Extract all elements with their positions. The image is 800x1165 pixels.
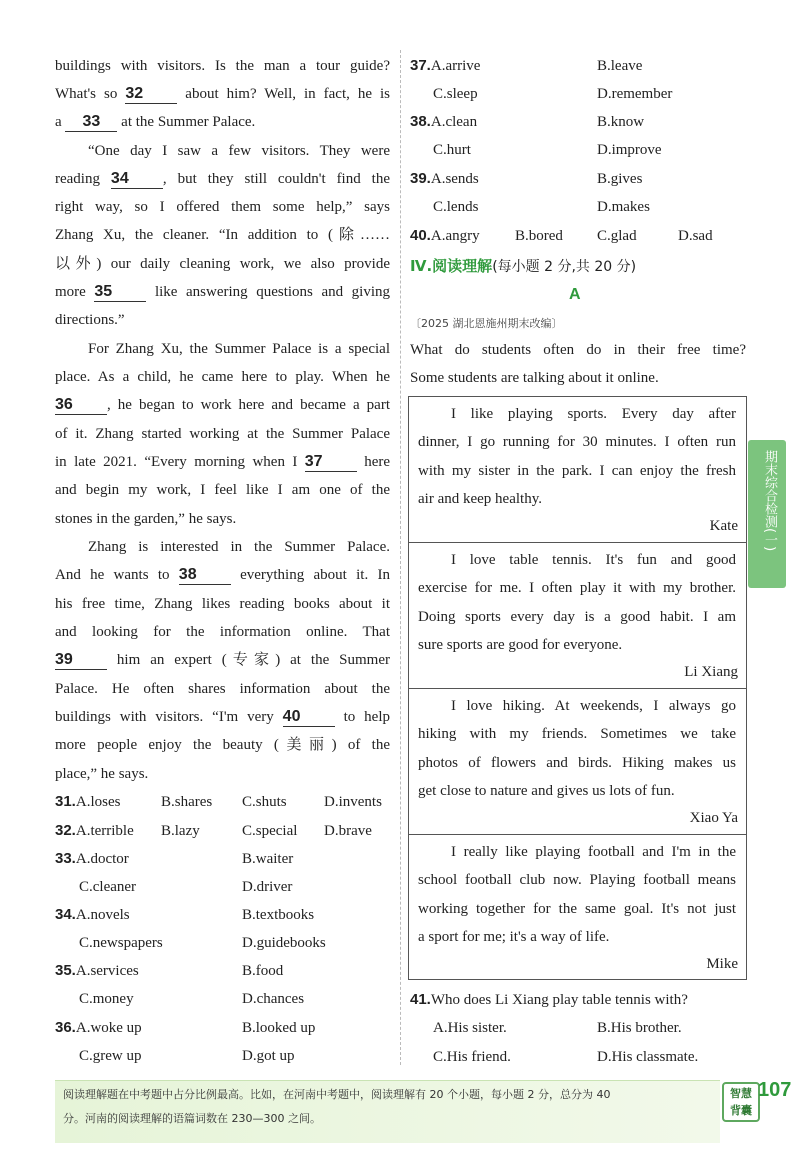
- post-line: photos of flowers and birds. Hiking makes us: [418, 754, 736, 771]
- post-line: Doing sports every day is a good habit. I am: [418, 608, 736, 625]
- passage-line: place,” he says.: [55, 766, 149, 782]
- sidebar-label: 期末综合检测(一): [762, 450, 777, 552]
- page-number: 107: [758, 1079, 792, 1101]
- passage-line: right way, so I offered them some help,” says: [55, 199, 390, 215]
- question-41: 41.Who does Li Xiang play table tennis with?: [410, 991, 688, 1008]
- option-d: D.improve: [597, 142, 662, 158]
- wisdom-badge-icon: 智慧 背囊: [722, 1082, 760, 1122]
- post-line: dinner, I go running for 30 minutes. I often run: [418, 434, 736, 451]
- question-38-option-a: 38.A.clean: [410, 113, 478, 130]
- passage-line: Zhang is interested in the Summer Palace.: [88, 539, 390, 555]
- question-35-option-a: 35.A.services: [55, 962, 139, 979]
- intro-line-2: Some students are talking about it online.: [410, 370, 659, 386]
- option-d: D.brave: [324, 823, 372, 839]
- forum-posts-box: [408, 396, 747, 980]
- blank-34[interactable]: 34: [111, 170, 163, 189]
- passage-line: And he wants to 38 everything about it. In: [55, 566, 390, 583]
- option-b: B.gives: [597, 171, 643, 187]
- question-40-option-a: 40.A.angry: [410, 227, 480, 244]
- post-author: Li Xiang: [684, 664, 738, 680]
- passage-line: stones in the garden,” he says.: [55, 511, 237, 527]
- passage-line: more people enjoy the beauty (美丽) of the: [55, 737, 390, 753]
- post-author: Kate: [709, 518, 738, 534]
- option-c: C.hurt: [433, 142, 471, 158]
- option-c: C.money: [79, 991, 134, 1007]
- passage-line: Palace. He often shares information about the: [55, 681, 390, 697]
- option-b: B.looked up: [242, 1020, 316, 1036]
- option-b: B.bored: [515, 228, 563, 244]
- blank-36[interactable]: 36: [55, 396, 107, 415]
- post-line: working together for the same goal. It's not just: [418, 900, 736, 917]
- passage-line: more 35 like answering questions and giving: [55, 283, 390, 300]
- post-line: I really like playing football and I'm in the: [451, 844, 736, 860]
- q41-option-c: C.His friend.: [433, 1049, 511, 1065]
- option-d: D.remember: [597, 86, 673, 102]
- option-b: B.leave: [597, 58, 643, 74]
- passage-line: reading 34 , but they still couldn't find the: [55, 170, 390, 187]
- passage-line: buildings with visitors. “I'm very 40 to help: [55, 708, 390, 725]
- option-c: C.sleep: [433, 86, 478, 102]
- post-line: air and keep healthy.: [418, 490, 542, 507]
- blank-37[interactable]: 37: [305, 453, 357, 472]
- passage-line: in late 2021. “Every morning when I 37 here: [55, 453, 391, 470]
- section-part-label: A: [569, 286, 581, 303]
- option-d: D.sad: [678, 228, 713, 244]
- post-line: exercise for me. I often play it with my brother.: [418, 580, 736, 597]
- post-line: hiking with my friends. Sometimes we take: [418, 726, 736, 743]
- option-c: C.cleaner: [79, 879, 137, 895]
- passage-line: buildings with visitors. Is the man a tour guide?: [55, 58, 390, 74]
- post-line: I love table tennis. It's fun and good: [451, 552, 736, 568]
- q41-option-d: D.His classmate.: [597, 1049, 699, 1065]
- option-b: B.waiter: [242, 851, 294, 867]
- post-line: with my sister in the park. I can enjoy the fresh: [418, 462, 736, 479]
- post-line: school football club now. Playing football means: [418, 872, 736, 889]
- option-d: D.guidebooks: [242, 935, 326, 951]
- passage-line: and looking for the information online. That: [55, 624, 390, 640]
- question-37-option-a: 37.A.arrive: [410, 57, 481, 74]
- passage-line: directions.”: [55, 312, 125, 328]
- blank-40[interactable]: 40: [283, 708, 335, 727]
- passage-line: 36 , he began to work here and became a part: [55, 396, 390, 413]
- section-heading: Ⅳ.阅读理解(每小题 2 分,共 20 分): [410, 257, 637, 275]
- option-c: C.lends: [433, 199, 479, 215]
- post-line: get close to nature and gives us lots of fun.: [418, 782, 675, 799]
- passage-line: a 33 at the Summer Palace.: [55, 113, 256, 130]
- post-4: [409, 835, 746, 979]
- option-c: C.glad: [597, 228, 637, 244]
- blank-35[interactable]: 35: [94, 283, 146, 302]
- option-c: C.newspapers: [79, 935, 163, 951]
- column-divider: [400, 50, 401, 1065]
- option-d: D.driver: [242, 879, 293, 895]
- question-31-option-a: 31.A.loses: [55, 793, 121, 810]
- source-note: 〔2025 湖北恩施州期末改编〕: [410, 317, 563, 330]
- blank-33[interactable]: 33: [65, 113, 117, 132]
- blank-39[interactable]: 39: [55, 651, 107, 670]
- question-36-option-a: 36.A.woke up: [55, 1019, 142, 1036]
- passage-line: “One day I saw a few visitors. They were: [88, 143, 390, 159]
- post-2: [409, 543, 746, 689]
- footer-line-2: 分。河南的阅读理解的语篇词数在 230—300 之间。: [63, 1112, 321, 1125]
- option-d: D.got up: [242, 1048, 295, 1064]
- post-line: a sport for me; it's a way of life.: [418, 928, 610, 945]
- option-b: B.lazy: [161, 823, 200, 839]
- footer-line-1: 阅读理解题在中考题中占分比例最高。比如，在河南中考题中，阅读理解有 20 个小题，每小题 2 分，总分为 40: [63, 1088, 611, 1101]
- post-1: [409, 397, 746, 543]
- q41-option-a: A.His sister.: [433, 1020, 507, 1036]
- option-d: D.invents: [324, 794, 382, 810]
- passage-line: his free time, Zhang likes reading books about it: [55, 596, 390, 612]
- question-33-option-a: 33.A.doctor: [55, 850, 129, 867]
- passage-line: 39 him an expert (专家) at the Summer: [55, 651, 390, 668]
- option-c: C.special: [242, 823, 298, 839]
- passage-line: 以外) our daily cleaning work, we also provide: [55, 256, 390, 272]
- option-d: D.chances: [242, 991, 305, 1007]
- post-line: sure sports are good for everyone.: [418, 636, 623, 653]
- option-b: B.shares: [161, 794, 213, 810]
- option-c: C.grew up: [79, 1048, 142, 1064]
- blank-38[interactable]: 38: [179, 566, 231, 585]
- question-39-option-a: 39.A.sends: [410, 170, 479, 187]
- intro-line-1: What do students often do in their free time?: [410, 342, 746, 358]
- post-line: I like playing sports. Every day after: [451, 406, 736, 422]
- passage-line: Zhang Xu, the cleaner. “In addition to (除……: [55, 227, 390, 243]
- passage-line: of it. Zhang started working at the Summer Palace: [55, 426, 390, 442]
- blank-32[interactable]: 32: [125, 85, 177, 104]
- option-b: B.food: [242, 963, 284, 979]
- passage-line: and begin my work, I feel like I am one of the: [55, 482, 390, 498]
- sidebar-tab: [748, 440, 786, 588]
- footer-tip: [55, 1080, 720, 1143]
- post-author: Mike: [706, 956, 738, 972]
- option-c: C.shuts: [242, 794, 287, 810]
- passage-line: What's so 32 about him? Well, in fact, he is: [55, 85, 390, 102]
- post-line: I love hiking. At weekends, I always go: [451, 698, 736, 714]
- question-34-option-a: 34.A.novels: [55, 906, 130, 923]
- option-b: B.know: [597, 114, 645, 130]
- post-author: Xiao Ya: [689, 810, 738, 826]
- question-32-option-a: 32.A.terrible: [55, 822, 134, 839]
- passage-line: place. As a child, he came here to play. When he: [55, 369, 390, 385]
- option-d: D.makes: [597, 199, 650, 215]
- post-3: [409, 689, 746, 835]
- q41-option-b: B.His brother.: [597, 1020, 682, 1036]
- passage-line: For Zhang Xu, the Summer Palace is a special: [88, 341, 390, 357]
- option-b: B.textbooks: [242, 907, 315, 923]
